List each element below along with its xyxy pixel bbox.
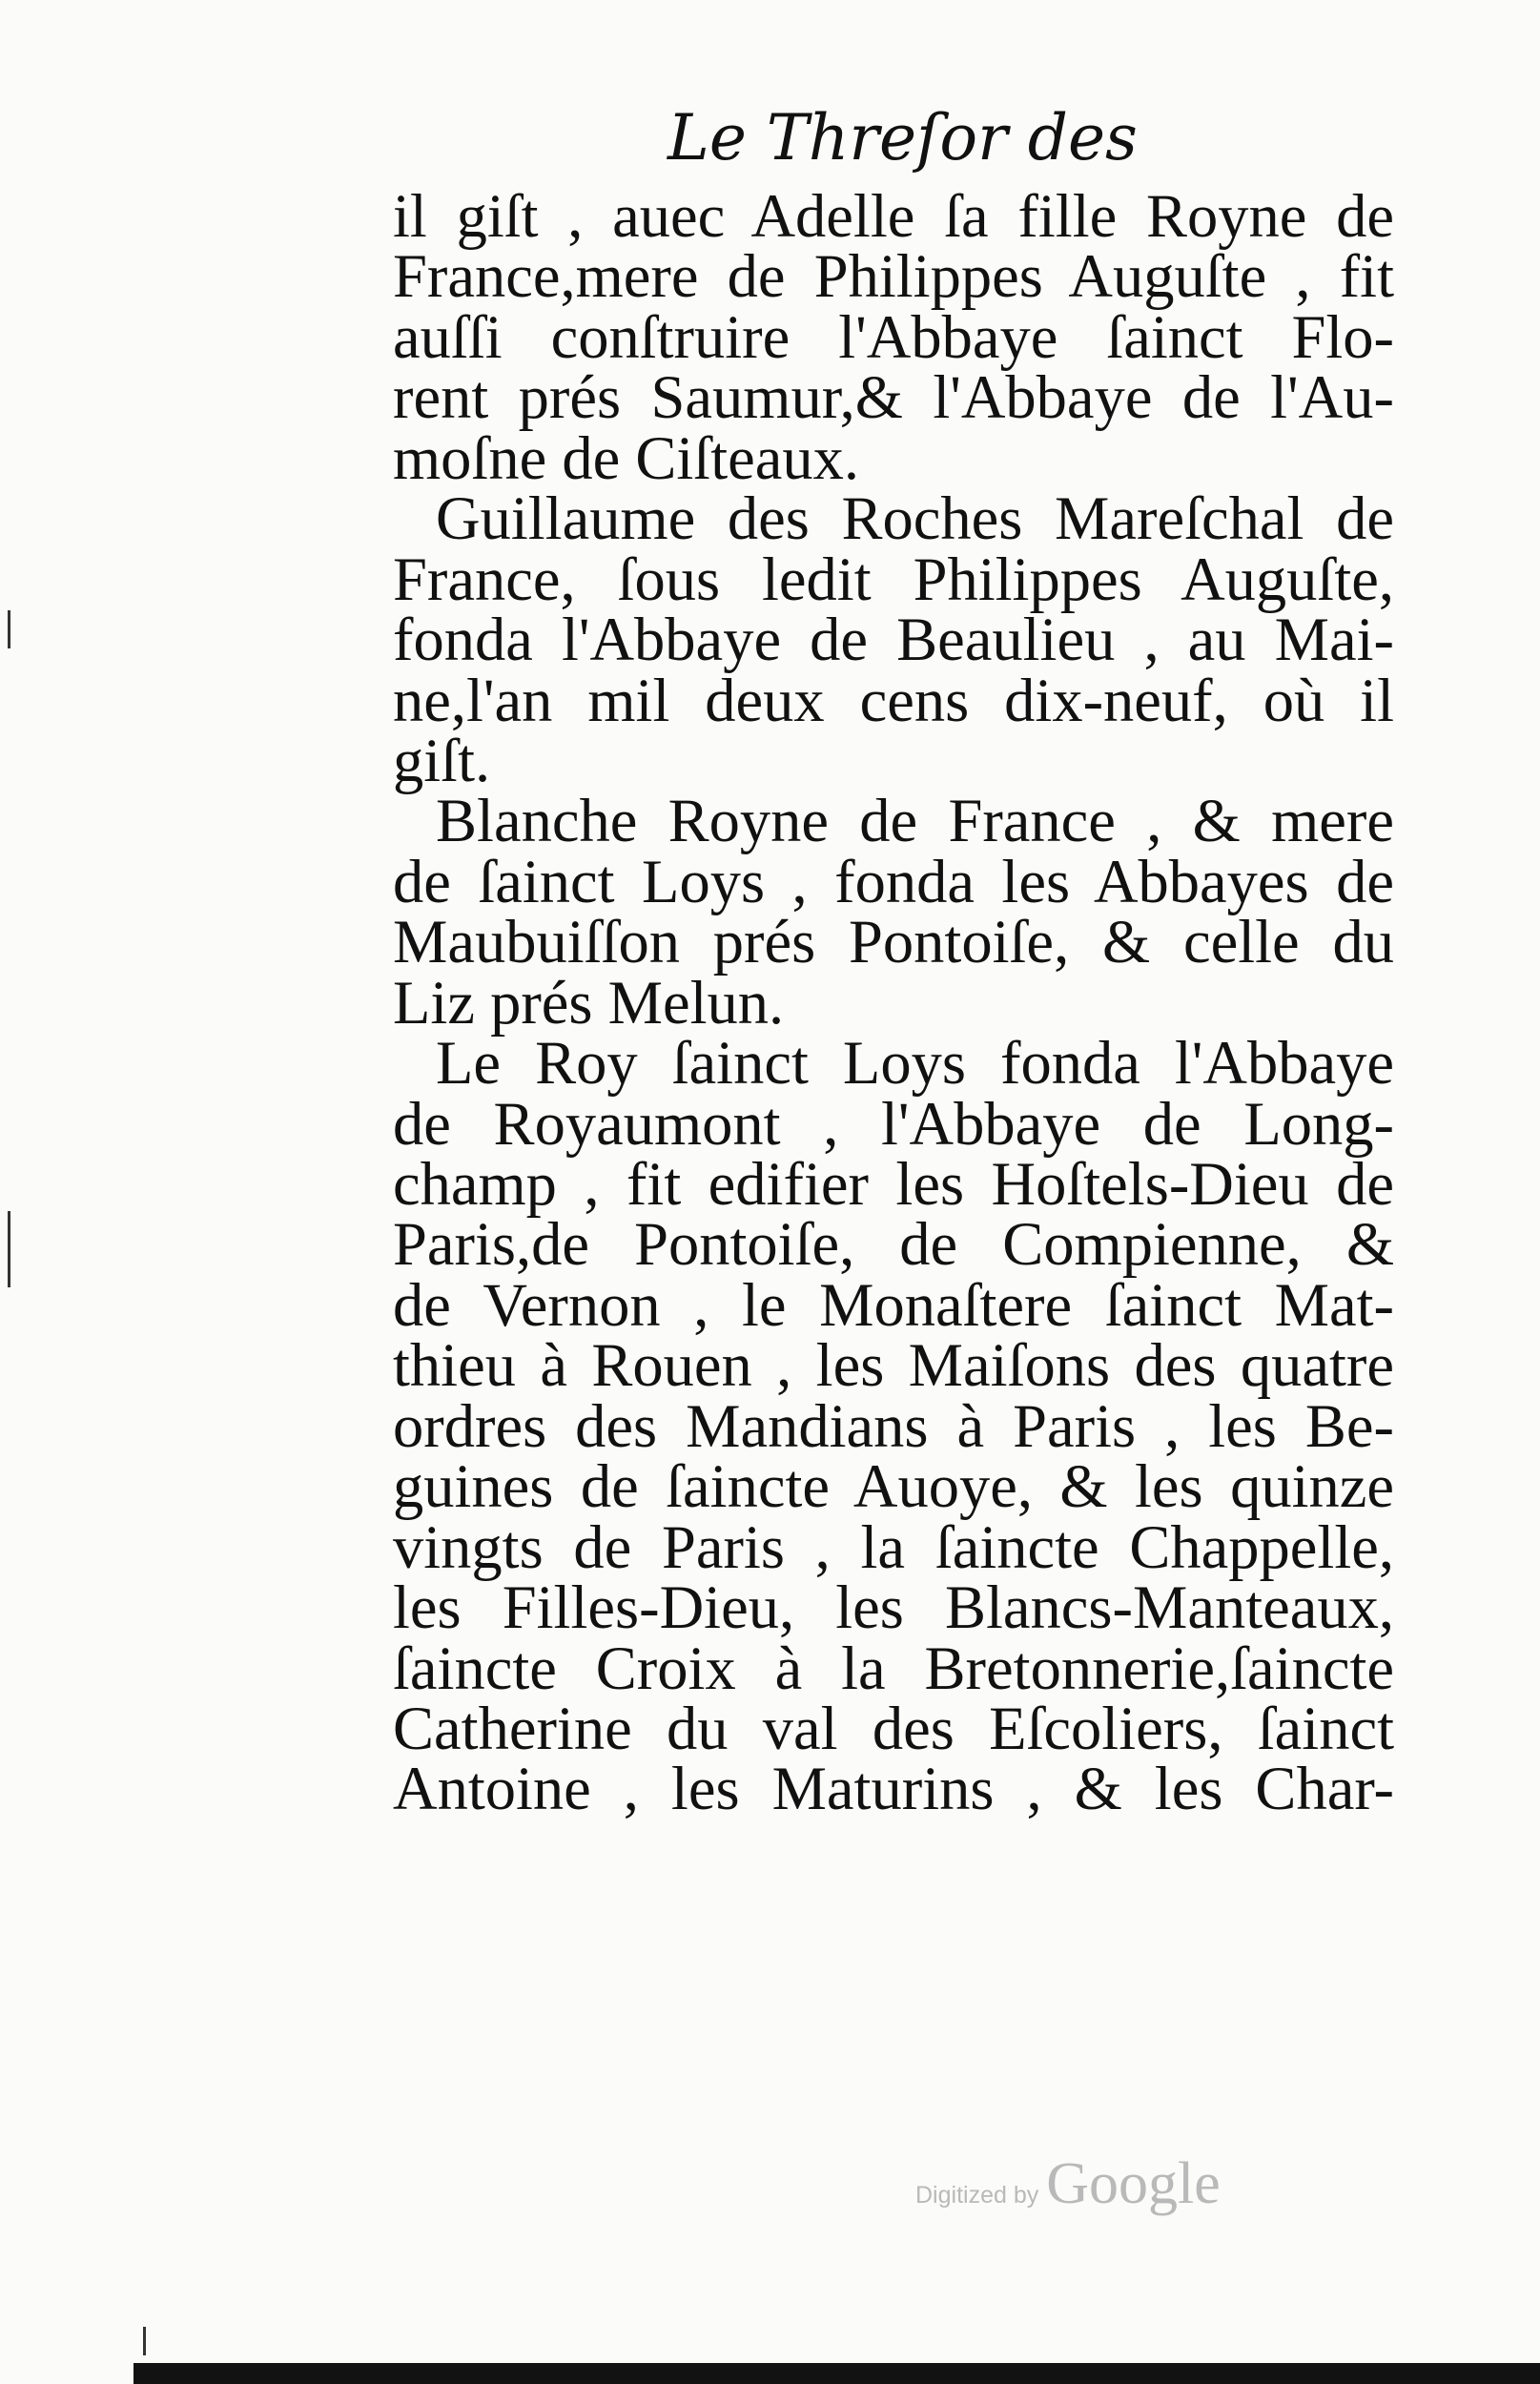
running-head: Le Threſor des — [667, 101, 1138, 175]
text-line: de Vernon , le Monaſtere ſainct Mat- — [393, 1270, 1394, 1339]
text-line: fonda l'Abbaye de Beaulieu , au Mai- — [393, 606, 1394, 674]
text-line: Blanche Royne de France , & mere — [436, 787, 1394, 855]
text-line: Le Roy ſainct Loys fonda l'Abbaye — [436, 1029, 1394, 1098]
text-line: Antoine , les Maturins , & les Char- — [393, 1755, 1394, 1823]
text-line: thieu à Rouen , les Maiſons des quatre — [393, 1331, 1394, 1400]
text-line: France, ſous ledit Philippes Auguſte, — [393, 545, 1394, 613]
digitization-watermark — [915, 2150, 1221, 2246]
text-line: champ , fit edifier les Hoſtels-Dieu de — [393, 1150, 1394, 1218]
text-line: de ſainct Loys , fonda les Abbayes de — [393, 847, 1394, 915]
text-line: France,mere de Philippes Auguſte , fit — [393, 242, 1394, 311]
text-line: moſne de Ciſteaux. — [393, 423, 860, 492]
scan-edge-mark — [8, 1211, 10, 1287]
text-line: ordres des Mandians à Paris , les Be- — [393, 1391, 1394, 1460]
text-line: vingts de Paris , la ſaincte Chappelle, — [393, 1512, 1394, 1581]
text-line: Paris,de Pontoiſe, de Compienne, & — [393, 1210, 1394, 1279]
text-line: Catherine du val des Eſcoliers, ſainct — [393, 1694, 1394, 1762]
text-line: auſſi conſtruire l'Abbaye ſainct Flo- — [393, 302, 1394, 371]
text-line: Liz prés Melun. — [393, 968, 785, 1037]
text-line: il giſt , auec Adelle ſa fille Royne de — [393, 182, 1394, 250]
text-line: rent prés Saumur,& l'Abbaye de l'Au- — [393, 363, 1394, 432]
scan-edge-mark — [8, 610, 10, 648]
watermark-brand: Google — [1046, 2151, 1221, 2216]
text-line: ne,l'an mil deux cens dix-neuf, où il — [393, 666, 1394, 734]
text-line: ſaincte Croix à la Bretonnerie,ſaincte — [393, 1634, 1394, 1702]
scan-bottom-edge — [133, 2363, 1540, 2384]
body-text — [393, 182, 1394, 1823]
text-line: giſt. — [393, 726, 491, 794]
scan-edge-mark — [143, 2327, 146, 2355]
text-line: les Filles-Dieu, les Blancs-Manteaux, — [393, 1573, 1394, 1642]
text-line: Guillaume des Roches Mareſchal de — [436, 484, 1394, 553]
watermark-prefix: Digitized by — [915, 2182, 1039, 2209]
text-line: de Royaumont , l'Abbaye de Long- — [393, 1089, 1394, 1158]
text-line: Maubuiſſon prés Pontoiſe, & celle du — [393, 908, 1394, 976]
text-line: guines de ſaincte Auoye, & les quinze — [393, 1452, 1394, 1521]
